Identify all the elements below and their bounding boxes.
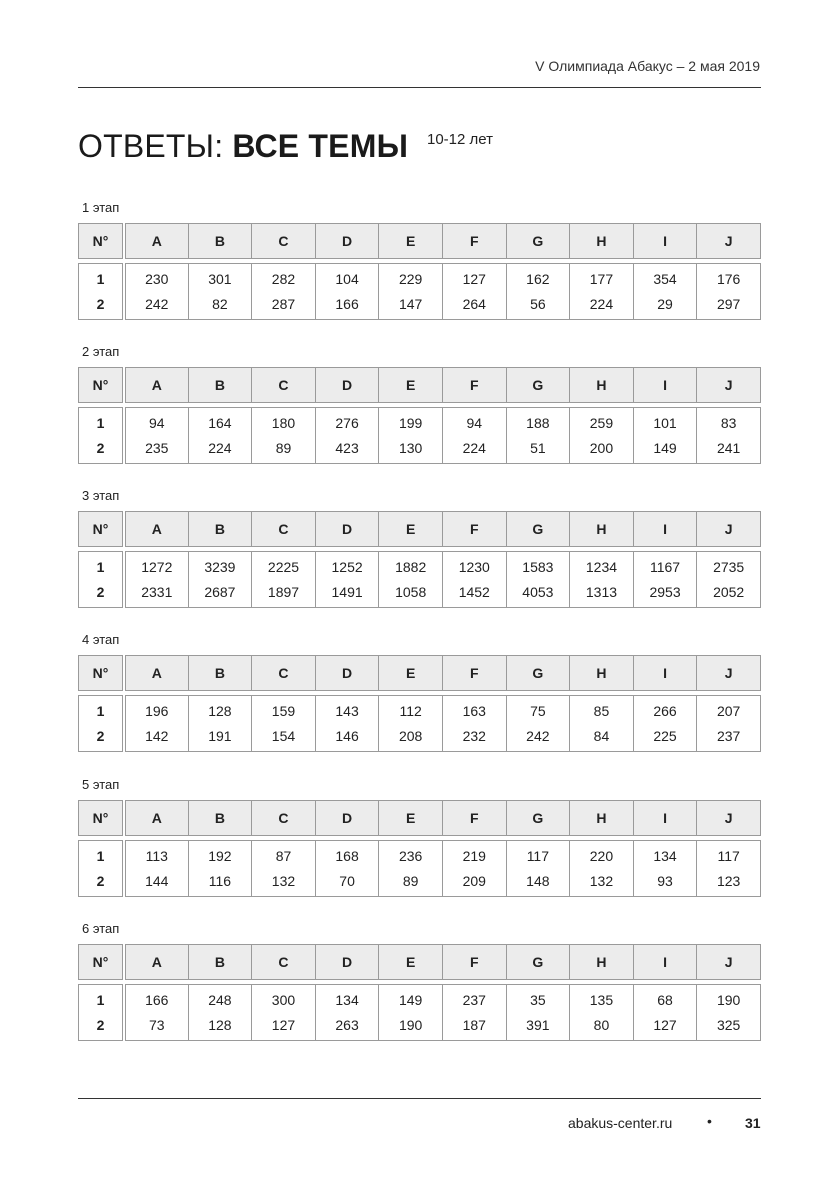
answer-cell (443, 407, 507, 464)
answer-cell (443, 840, 507, 897)
answer-value: 2331 (141, 583, 173, 600)
header-cell: J (697, 511, 761, 547)
header-cell: I (634, 655, 698, 691)
answer-value: 143 (335, 703, 359, 720)
answer-value: 149 (653, 439, 677, 456)
stage-label: 6 этап (82, 921, 120, 936)
row-number: 2 (96, 583, 105, 600)
row-number: 1 (96, 703, 105, 720)
answer-value: 29 (657, 295, 673, 312)
answer-value: 1272 (141, 559, 173, 576)
header-num-cell: N° (78, 944, 123, 980)
answer-value: 1252 (331, 559, 363, 576)
answer-value: 1058 (395, 583, 427, 600)
answer-value: 229 (398, 271, 423, 288)
stage-label: 2 этап (82, 344, 120, 359)
answer-value: 301 (208, 271, 232, 288)
answer-value: 132 (589, 872, 614, 889)
header-cell: I (634, 367, 698, 403)
header-cell: J (697, 944, 761, 980)
answer-value: 224 (589, 295, 614, 312)
answer-value: 276 (335, 415, 359, 432)
answer-cell (379, 695, 443, 752)
answer-value: 224 (208, 439, 232, 456)
header-cell: J (697, 800, 761, 836)
header-cell: J (697, 367, 761, 403)
answer-value: 242 (526, 727, 550, 744)
answer-cell (634, 263, 698, 320)
answer-value: 225 (653, 727, 677, 744)
answer-cell (316, 551, 380, 608)
header-cell: B (189, 944, 253, 980)
answer-value: 237 (462, 992, 486, 1009)
answer-cell (379, 840, 443, 897)
stage-5 (78, 777, 761, 897)
answer-value: 142 (145, 727, 169, 744)
stage-label: 1 этап (82, 200, 120, 215)
table-header (78, 655, 761, 691)
answer-value: 248 (208, 992, 232, 1009)
row-number: 2 (96, 727, 105, 744)
answer-cell (507, 407, 571, 464)
answer-cell (443, 695, 507, 752)
answer-value: 190 (716, 992, 741, 1009)
answer-value: 117 (717, 848, 740, 865)
row-number-cell (78, 551, 123, 608)
answer-cell (125, 407, 189, 464)
answer-value: 130 (398, 439, 423, 456)
header-cell: J (697, 223, 761, 259)
answer-value: 236 (398, 848, 423, 865)
header-cell: C (252, 367, 316, 403)
answer-value: 196 (145, 703, 169, 720)
answer-value: 232 (462, 727, 486, 744)
answer-value: 282 (271, 271, 296, 288)
header-cell: G (507, 223, 571, 259)
answer-value: 2687 (204, 583, 236, 600)
answer-value: 35 (530, 992, 546, 1009)
answer-cell (252, 984, 316, 1041)
answer-value: 187 (462, 1016, 486, 1033)
header-cell: C (252, 800, 316, 836)
header-cell: H (570, 655, 634, 691)
answer-value: 104 (335, 271, 359, 288)
answer-cell (634, 551, 698, 608)
header-cell: F (443, 655, 507, 691)
stage-label: 3 этап (82, 488, 120, 503)
header-cell: A (125, 800, 189, 836)
header-cell: D (316, 655, 380, 691)
table-rows (78, 551, 761, 608)
answer-cell (252, 263, 316, 320)
answer-value: 1491 (331, 583, 363, 600)
answer-value: 87 (275, 848, 292, 865)
answer-cell (697, 407, 761, 464)
stage-6 (78, 921, 761, 1041)
answer-cell (316, 984, 380, 1041)
answer-value: 1882 (395, 559, 427, 576)
header-cell: E (379, 800, 443, 836)
answer-value: 264 (462, 295, 486, 312)
header-cell: B (189, 511, 253, 547)
answer-value: 113 (145, 848, 168, 865)
table-rows (78, 840, 761, 897)
answer-cell (507, 695, 571, 752)
answer-value: 354 (653, 271, 677, 288)
header-cell: D (316, 511, 380, 547)
page-number: 31 (745, 1115, 761, 1131)
answer-value: 325 (716, 1016, 741, 1033)
answer-value: 177 (589, 271, 614, 288)
answer-value: 162 (526, 271, 550, 288)
answer-value: 192 (208, 848, 232, 865)
answer-value: 266 (653, 703, 677, 720)
answer-value: 2953 (649, 583, 681, 600)
header-num-cell: N° (78, 223, 123, 259)
answer-value: 134 (653, 848, 677, 865)
answer-cell (316, 840, 380, 897)
row-number: 1 (96, 559, 105, 576)
answer-cell (125, 984, 189, 1041)
header-cell: C (252, 511, 316, 547)
answer-value: 146 (335, 727, 359, 744)
row-number-cell (78, 984, 123, 1041)
answer-value: 127 (653, 1016, 677, 1033)
answer-value: 94 (466, 415, 483, 432)
answer-value: 127 (271, 1016, 296, 1033)
age-group: 10-12 лет (427, 131, 493, 148)
header-cell: E (379, 944, 443, 980)
header-cell: A (125, 944, 189, 980)
header-cell: E (379, 367, 443, 403)
answer-value: 224 (462, 439, 486, 456)
answer-cell (189, 695, 253, 752)
header-cell: D (316, 223, 380, 259)
answer-cell (379, 263, 443, 320)
header-cell: H (570, 367, 634, 403)
answer-value: 94 (149, 415, 165, 432)
answer-value: 259 (589, 415, 614, 432)
header-cell: F (443, 223, 507, 259)
answer-value: 166 (335, 295, 359, 312)
header-cell: I (634, 511, 698, 547)
answer-cell (252, 695, 316, 752)
answer-cell (443, 984, 507, 1041)
answer-value: 148 (526, 872, 550, 889)
answer-cell (125, 695, 189, 752)
header-cell: H (570, 800, 634, 836)
answer-cell (507, 984, 571, 1041)
answer-cell (252, 840, 316, 897)
header-cell: G (507, 800, 571, 836)
answer-value: 149 (398, 992, 423, 1009)
header-cell: F (443, 944, 507, 980)
answer-cell (316, 263, 380, 320)
answer-value: 3239 (204, 559, 236, 576)
row-number: 2 (96, 872, 105, 889)
answer-value: 147 (398, 295, 423, 312)
answer-value: 51 (530, 439, 546, 456)
answer-value: 166 (145, 992, 169, 1009)
answer-cell (697, 840, 761, 897)
header-cell: I (634, 800, 698, 836)
header-cell: I (634, 223, 698, 259)
answer-value: 135 (589, 992, 614, 1009)
row-number: 1 (96, 848, 105, 865)
answer-cell (697, 984, 761, 1041)
table-rows (78, 695, 761, 752)
header-cell: A (125, 511, 189, 547)
header-cell: C (252, 944, 316, 980)
answer-cell (189, 263, 253, 320)
page-title-topic: ВСЕ ТЕМЫ (232, 128, 409, 164)
answer-cell (697, 695, 761, 752)
table-header (78, 367, 761, 403)
answer-cell (570, 984, 634, 1041)
header-cell: F (443, 800, 507, 836)
answer-cell (379, 407, 443, 464)
answer-cell (189, 407, 253, 464)
header-cell: A (125, 223, 189, 259)
header-cell: C (252, 655, 316, 691)
stage-1 (78, 200, 761, 320)
answer-value: 168 (335, 848, 359, 865)
answer-value: 219 (462, 848, 486, 865)
answer-value: 56 (530, 295, 546, 312)
answer-value: 134 (335, 992, 359, 1009)
header-cell: D (316, 800, 380, 836)
answer-cell (125, 840, 189, 897)
answer-cell (379, 551, 443, 608)
header-cell: E (379, 223, 443, 259)
table-header (78, 944, 761, 980)
page-title (78, 128, 408, 165)
answer-cell (379, 984, 443, 1041)
answer-value: 116 (208, 872, 232, 889)
answer-value: 287 (271, 295, 296, 312)
answer-value: 2052 (713, 583, 745, 600)
answer-value: 75 (530, 703, 546, 720)
header-cell: H (570, 511, 634, 547)
header-cell: C (252, 223, 316, 259)
answer-value: 73 (149, 1016, 165, 1033)
answer-value: 101 (653, 415, 677, 432)
answer-cell (507, 840, 571, 897)
answer-cell (570, 840, 634, 897)
answer-value: 235 (145, 439, 169, 456)
answer-value: 199 (398, 415, 423, 432)
answer-cell (189, 840, 253, 897)
answer-value: 128 (208, 703, 232, 720)
table-rows (78, 263, 761, 320)
answer-value: 2225 (267, 559, 300, 576)
header-cell: G (507, 655, 571, 691)
answer-cell (316, 695, 380, 752)
answer-cell (570, 407, 634, 464)
stage-label: 4 этап (82, 632, 120, 647)
answer-cell (189, 984, 253, 1041)
header-num-cell: N° (78, 800, 123, 836)
stage-3 (78, 488, 761, 608)
answer-value: 1452 (458, 583, 490, 600)
row-number-cell (78, 840, 123, 897)
answer-value: 80 (593, 1016, 610, 1033)
row-number-cell (78, 407, 123, 464)
answer-value: 300 (271, 992, 296, 1009)
answer-cell (252, 551, 316, 608)
answer-value: 89 (402, 872, 419, 889)
stage-label: 5 этап (82, 777, 120, 792)
stage-4 (78, 632, 761, 752)
header-cell: H (570, 944, 634, 980)
answer-cell (634, 840, 698, 897)
answer-value: 1313 (585, 583, 618, 600)
answer-cell (634, 984, 698, 1041)
answer-value: 4053 (522, 583, 554, 600)
answer-value: 2735 (713, 559, 745, 576)
answer-value: 83 (720, 415, 737, 432)
row-number: 2 (96, 439, 105, 456)
row-number: 1 (96, 271, 105, 288)
answer-value: 82 (212, 295, 228, 312)
answer-value: 163 (462, 703, 486, 720)
header-cell: F (443, 367, 507, 403)
footer-divider (78, 1098, 761, 1099)
answer-value: 207 (716, 703, 741, 720)
answer-value: 1167 (649, 559, 681, 576)
answer-value: 93 (657, 872, 673, 889)
answer-cell (189, 551, 253, 608)
answer-value: 391 (526, 1016, 550, 1033)
answer-value: 220 (589, 848, 614, 865)
footer-separator: • (707, 1113, 712, 1129)
answer-value: 297 (716, 295, 741, 312)
header-cell: F (443, 511, 507, 547)
stage-2 (78, 344, 761, 464)
answer-value: 263 (335, 1016, 359, 1033)
answer-value: 70 (339, 872, 355, 889)
answer-value: 191 (208, 727, 232, 744)
answer-value: 209 (462, 872, 486, 889)
answer-value: 1230 (458, 559, 490, 576)
header-cell: B (189, 223, 253, 259)
answer-value: 112 (399, 703, 422, 720)
answer-cell (697, 263, 761, 320)
answer-value: 230 (145, 271, 169, 288)
answer-value: 241 (716, 439, 741, 456)
answer-cell (507, 551, 571, 608)
answer-value: 84 (593, 727, 610, 744)
header-cell: D (316, 944, 380, 980)
page-title-prefix: ОТВЕТЫ: (78, 128, 233, 164)
header-cell: I (634, 944, 698, 980)
row-number: 2 (96, 1016, 105, 1033)
header-cell: D (316, 367, 380, 403)
answer-value: 188 (526, 415, 550, 432)
answer-cell (443, 551, 507, 608)
answer-cell (443, 263, 507, 320)
answer-cell (570, 695, 634, 752)
row-number: 1 (96, 415, 105, 432)
header-cell: A (125, 655, 189, 691)
footer-website: abakus-center.ru (568, 1115, 673, 1131)
answer-value: 123 (716, 872, 741, 889)
answer-value: 1897 (267, 583, 300, 600)
answer-value: 1234 (585, 559, 618, 576)
answer-cell (125, 263, 189, 320)
answer-value: 164 (208, 415, 232, 432)
table-rows (78, 407, 761, 464)
answer-value: 200 (589, 439, 614, 456)
table-header (78, 800, 761, 836)
answer-cell (252, 407, 316, 464)
row-number: 1 (96, 992, 105, 1009)
answer-value: 190 (398, 1016, 423, 1033)
header-cell: E (379, 655, 443, 691)
header-cell: B (189, 655, 253, 691)
answer-value: 68 (657, 992, 673, 1009)
answer-value: 127 (462, 271, 486, 288)
row-number-cell (78, 695, 123, 752)
answer-value: 85 (593, 703, 610, 720)
answer-value: 176 (716, 271, 741, 288)
answer-value: 159 (271, 703, 296, 720)
header-event-title: V Олимпиада Абакус – 2 мая 2019 (535, 58, 760, 74)
answer-value: 423 (335, 439, 359, 456)
header-num-cell: N° (78, 511, 123, 547)
header-cell: B (189, 800, 253, 836)
answer-value: 208 (398, 727, 423, 744)
answer-cell (507, 263, 571, 320)
answer-cell (634, 695, 698, 752)
answer-cell (697, 551, 761, 608)
answer-value: 117 (526, 848, 550, 865)
answer-cell (125, 551, 189, 608)
table-header (78, 223, 761, 259)
answer-value: 154 (271, 727, 296, 744)
table-header (78, 511, 761, 547)
row-number: 2 (96, 295, 105, 312)
answer-cell (570, 263, 634, 320)
header-cell: G (507, 511, 571, 547)
header-cell: G (507, 367, 571, 403)
header-cell: H (570, 223, 634, 259)
header-cell: G (507, 944, 571, 980)
answer-value: 128 (208, 1016, 232, 1033)
header-num-cell: N° (78, 655, 123, 691)
answer-value: 237 (716, 727, 741, 744)
row-number-cell (78, 263, 123, 320)
header-cell: B (189, 367, 253, 403)
answer-cell (570, 551, 634, 608)
header-cell: J (697, 655, 761, 691)
answer-value: 180 (271, 415, 296, 432)
answer-value: 1583 (522, 559, 554, 576)
answer-value: 132 (271, 872, 296, 889)
answer-value: 89 (275, 439, 292, 456)
header-cell: A (125, 367, 189, 403)
header-cell: E (379, 511, 443, 547)
answer-cell (316, 407, 380, 464)
answer-cell (634, 407, 698, 464)
answer-value: 242 (145, 295, 169, 312)
table-rows (78, 984, 761, 1041)
header-num-cell: N° (78, 367, 123, 403)
header-divider (78, 87, 761, 88)
answer-value: 144 (145, 872, 169, 889)
